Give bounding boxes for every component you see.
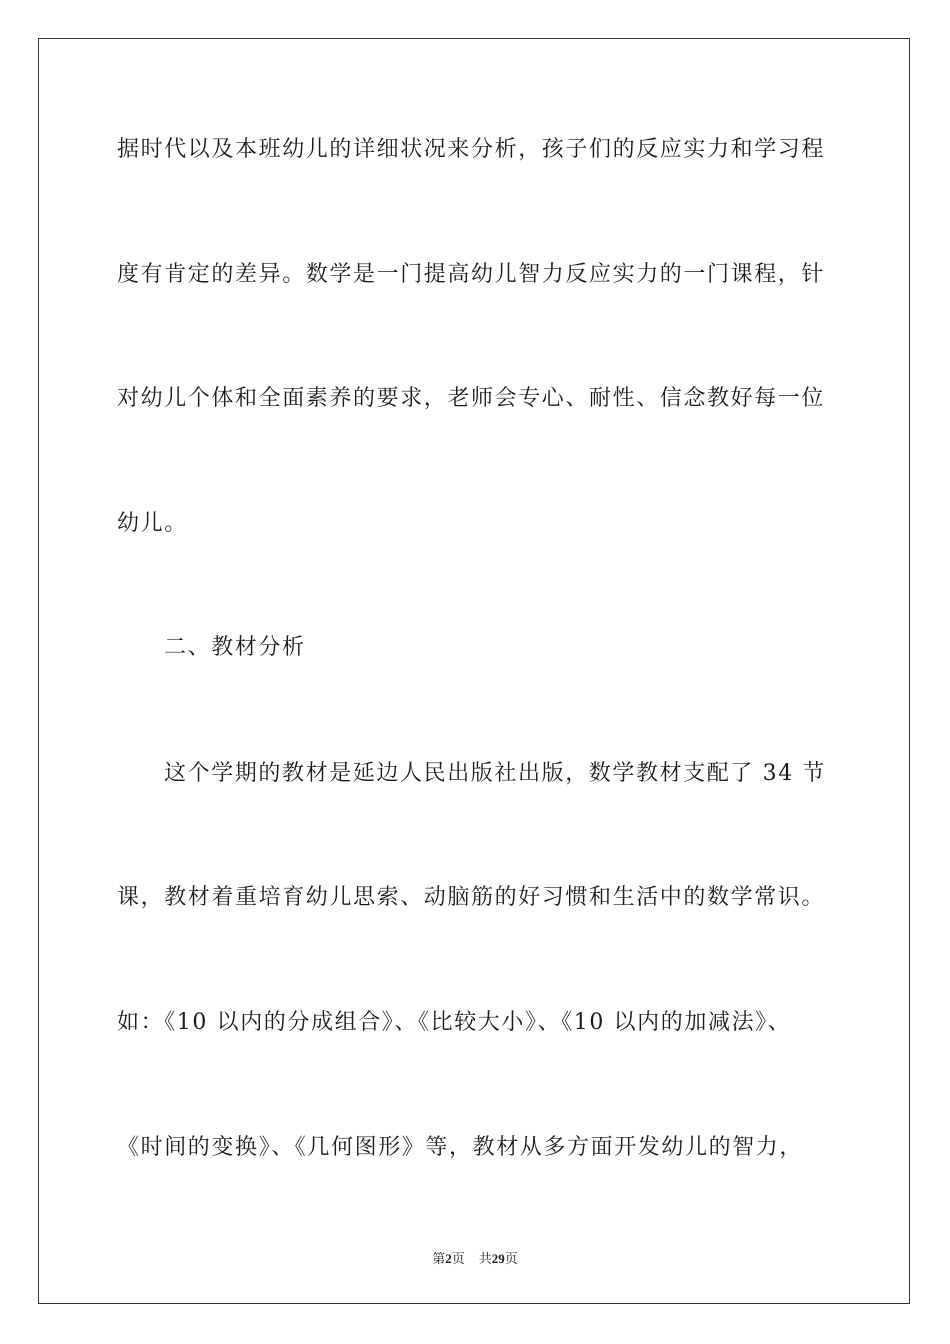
paragraph-line-3: 对幼儿个体和全面素养的要求，老师会专心、耐性、信念教好每一位 (117, 386, 826, 411)
paragraph-line-8: 《时间的变换》、《几何图形》等，教材从多方面开发幼儿的智力， (117, 1135, 804, 1160)
paragraph-line-4: 幼儿。 (117, 511, 188, 536)
page-footer (0, 1248, 950, 1267)
footer-total-suffix: 页 (504, 1251, 518, 1266)
page-border (38, 38, 910, 1304)
paragraph-line-6: 课，教材着重培育幼儿思索、动脑筋的好习惯和生活中的数学常识。 (117, 885, 826, 910)
paragraph-line-7: 如：《10 以内的分成组合》、《比较大小》、《10 以内的加减法》、 (117, 1010, 792, 1035)
footer-total-prefix: 共 (478, 1251, 492, 1266)
footer-page-suffix: 页 (451, 1251, 465, 1266)
paragraph-line-2: 度有肯定的差异。数学是一门提高幼儿智力反应实力的一门课程，针 (117, 262, 826, 287)
section-heading: 二、教材分析 (164, 635, 306, 660)
paragraph-line-5: 这个学期的教材是延边人民出版社出版，数学教材支配了 34 节 (164, 761, 826, 786)
footer-total-number: 29 (491, 1251, 505, 1266)
footer-page-prefix: 第 (432, 1251, 446, 1266)
footer-page-number: 2 (445, 1251, 452, 1266)
paragraph-line-1: 据时代以及本班幼儿的详细状况来分析，孩子们的反应实力和学习程 (117, 137, 826, 162)
